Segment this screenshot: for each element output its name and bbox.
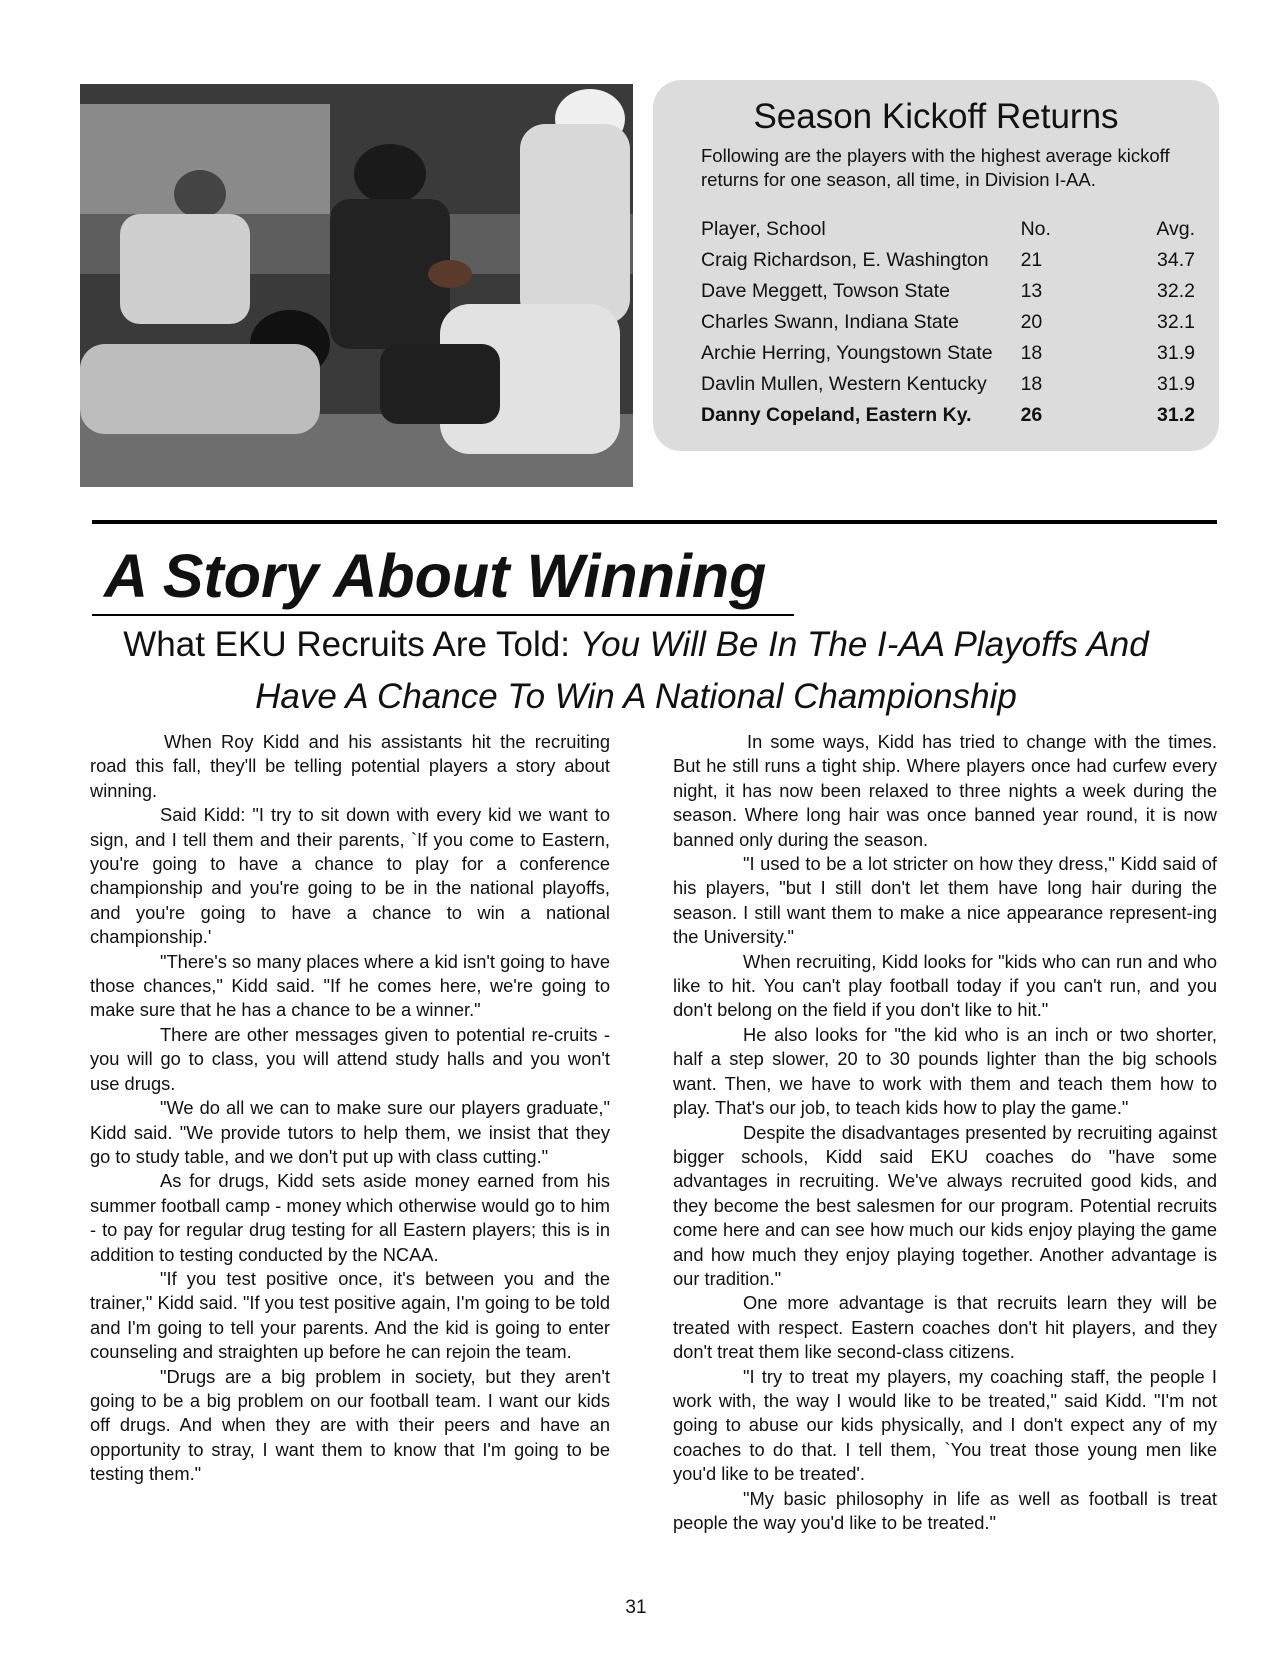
header-player: Player, School: [701, 218, 826, 240]
paragraph: "There's so many places where a kid isn't going to have those chances," Kidd said. "If he comes here, we're going to make sure that he has a chance to be a winner.": [90, 950, 610, 1021]
number-cell: 20: [1020, 311, 1043, 333]
average-cell: 32.1: [1157, 311, 1195, 333]
table-row: [701, 276, 1195, 307]
article-subhead-line-1: [0, 620, 1272, 670]
table-row: [701, 369, 1195, 400]
paragraph: He also looks for "the kid who is an inch or two shorter, half a step slower, 20 to 30 pounds lighter than the big schools want. Then, we have to work with them and teach them how to play. That's our job, to teach kids how to play the game.": [673, 1023, 1217, 1119]
paragraph: As for drugs, Kidd sets aside money earned from his summer football camp - money which otherwise would go to him - to pay for regular drug testing for all Eastern players; this is in addition to testing conducted by the NCAA.: [90, 1170, 610, 1265]
paragraph: "If you test positive once, it's between you and the trainer," Kidd said. "If you test positive again, I'm going to be told and I'm going to tell your parents. And the kid is going to enter counseling and straighten up before he can rejoin the team.: [90, 1267, 610, 1363]
header-number: No.: [1020, 218, 1051, 240]
player-cell: Craig Richardson, E. Washington: [701, 249, 989, 271]
paragraph: When Roy Kidd and his assistants hit the recruiting road this fall, they'll be telling potential players a story about winning.: [90, 731, 610, 801]
sidebar-intro: Following are the players with the highest average kickoff returns for one season, all time, in Division I-AA.: [701, 145, 1170, 190]
section-divider: [92, 520, 1217, 524]
kickoff-returns-table: [701, 214, 1195, 431]
article-column-left: [90, 730, 610, 1487]
subhead-plain: What EKU Recruits Are Told:: [123, 625, 580, 664]
table-header-row: [701, 214, 1195, 245]
table-row: [701, 307, 1195, 338]
article-column-right: [673, 730, 1217, 1535]
football-photo-image: [80, 84, 633, 487]
article-subhead-line-2: Have A Chance To Win A National Championship: [255, 677, 1017, 716]
paragraph: There are other messages given to potential re-cruits - you will go to class, you will attend study halls and you won't use drugs.: [90, 1023, 610, 1094]
table-row: [701, 338, 1195, 369]
average-cell: 32.2: [1157, 280, 1195, 302]
average-cell: 34.7: [1157, 249, 1195, 271]
subhead-italic-1: You Will Be In The I-AA Playoffs And: [579, 625, 1149, 664]
player-cell: Danny Copeland, Eastern Ky.: [701, 404, 972, 426]
header-average: Avg.: [1156, 218, 1195, 240]
paragraph: When recruiting, Kidd looks for "kids who can run and who like to hit. You can't play football today if you can't run, and you don't belong on the field if you don't like to hit.": [673, 950, 1217, 1021]
paragraph: Said Kidd: "I try to sit down with every kid we want to sign, and I tell them and their parents, `If you come to Eastern, you're going to have a chance to play for a conference championship and you're going to be in the national playoffs, and you're going to have a chance to win a national championship.': [90, 804, 610, 948]
average-cell: 31.2: [1157, 404, 1195, 426]
player-cell: Charles Swann, Indiana State: [701, 311, 959, 333]
table-row-highlighted: [701, 400, 1195, 431]
number-cell: 21: [1020, 249, 1043, 271]
paragraph: One more advantage is that recruits learn they will be treated with respect. Eastern coaches don't hit players, and they don't treat them like second-class citizens.: [673, 1292, 1217, 1363]
player-cell: Archie Herring, Youngstown State: [701, 342, 993, 364]
kickoff-returns-sidebar: [653, 80, 1219, 451]
paragraph: "Drugs are a big problem in society, but they aren't going to be a big problem on our football team. I want our kids off drugs. And when they are with their peers and have an opportunity to stray, I want them to know that I'm going to be testing them.": [90, 1365, 610, 1485]
table-row: [701, 245, 1195, 276]
paragraph: "I try to treat my players, my coaching staff, the people I work with, the way I would like to be treated," said Kidd. "I'm not going to abuse our kids physically, and I don't expect any of my coaches to do that. I tell them, `You treat those young men like you'd like to be treated'.: [673, 1365, 1217, 1485]
number-cell: 13: [1020, 280, 1043, 302]
sidebar-title: Season Kickoff Returns: [753, 97, 1119, 136]
paragraph: "I used to be a lot stricter on how they dress," Kidd said of his players, "but I still don't let them have long hair during the season. I still want them to make a nice appearance represent-ing the University.": [673, 853, 1217, 948]
average-cell: 31.9: [1157, 342, 1195, 364]
average-cell: 31.9: [1157, 373, 1195, 395]
number-cell: 18: [1020, 342, 1043, 364]
player-cell: Dave Meggett, Towson State: [701, 280, 950, 302]
paragraph: "We do all we can to make sure our players graduate," Kidd said. "We provide tutors to help them, we insist that they go to study table, and we don't put up with class cutting.": [90, 1097, 610, 1167]
number-cell: 26: [1020, 404, 1043, 426]
football-action-photo: [80, 84, 633, 487]
page-number: 31: [625, 1597, 647, 1618]
paragraph: Despite the disadvantages presented by recruiting against bigger schools, Kidd said EKU coaches do "have some advantages in recruiting. We've always recruited good kids, and they become the best salesmen for our program. Potential recruits come here and can see how much our kids enjoy playing the game and how much they enjoy playing together. Another advantage is our tradition.": [673, 1121, 1217, 1289]
number-cell: 18: [1020, 373, 1043, 395]
headline-underline: [92, 614, 794, 616]
article-headline: A Story About Winning: [104, 542, 767, 610]
player-cell: Davlin Mullen, Western Kentucky: [701, 373, 987, 395]
paragraph: "My basic philosophy in life as well as football is treat people the way you'd like to be treated.": [673, 1487, 1217, 1533]
paragraph: In some ways, Kidd has tried to change with the times. But he still runs a tight ship. Where players once had curfew every night, it has now been relaxed to three nights a week during the season. Where long hair was once banned year round, it is now banned only during the season.: [673, 731, 1217, 850]
